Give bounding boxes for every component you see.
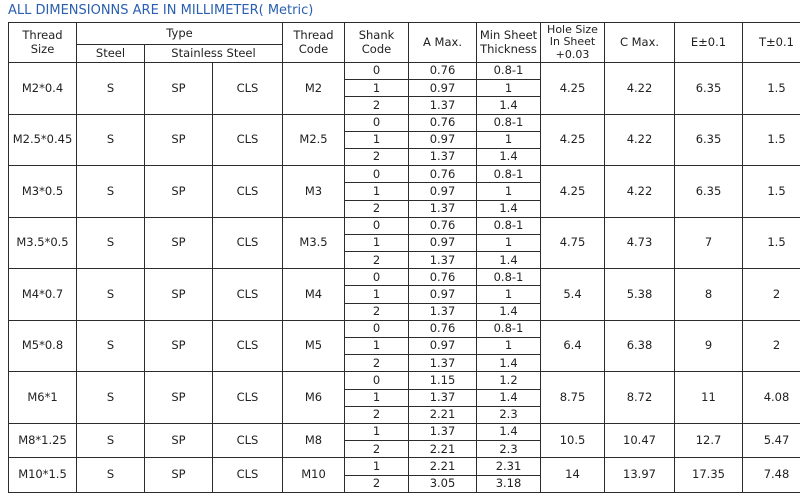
cell-a-max: 0.76 bbox=[409, 114, 477, 131]
cell-min-sheet: 3.18 bbox=[477, 475, 541, 492]
cell-shank-code: 2 bbox=[345, 355, 409, 372]
cell-shank-code: 2 bbox=[345, 148, 409, 165]
cell-a-max: 0.97 bbox=[409, 131, 477, 148]
cell-thread-code: M10 bbox=[283, 458, 345, 492]
table-header bbox=[9, 23, 800, 63]
cell-shank-code: 1 bbox=[345, 286, 409, 303]
cell-a-max: 0.76 bbox=[409, 217, 477, 234]
cell-shank-code: 1 bbox=[345, 131, 409, 148]
table-row bbox=[9, 269, 800, 286]
cell-e: 9 bbox=[675, 320, 743, 372]
cell-t: 4.08 bbox=[743, 372, 800, 424]
cell-e: 11 bbox=[675, 372, 743, 424]
cell-e: 7 bbox=[675, 217, 743, 269]
cell-a-max: 0.76 bbox=[409, 166, 477, 183]
cell-t: 1.5 bbox=[743, 114, 800, 166]
header-thread-size: Thread Size bbox=[9, 23, 77, 63]
table-row bbox=[9, 217, 800, 234]
cell-shank-code: 2 bbox=[345, 406, 409, 423]
cell-min-sheet: 1.4 bbox=[477, 423, 541, 440]
cell-a-max: 0.97 bbox=[409, 338, 477, 355]
cell-a-max: 0.97 bbox=[409, 80, 477, 97]
cell-shank-code: 1 bbox=[345, 458, 409, 475]
cell-c-max: 4.22 bbox=[605, 63, 675, 115]
cell-t: 1.5 bbox=[743, 166, 800, 218]
cell-shank-code: 1 bbox=[345, 183, 409, 200]
cell-min-sheet: 1 bbox=[477, 80, 541, 97]
table-row bbox=[9, 320, 800, 337]
cell-stainless-sp: SP bbox=[145, 166, 213, 218]
cell-thread-size: M10*1.5 bbox=[9, 458, 77, 492]
cell-stainless-cls: CLS bbox=[213, 63, 283, 115]
header-e: E±0.1 bbox=[675, 23, 743, 63]
cell-stainless-sp: SP bbox=[145, 320, 213, 372]
cell-e: 12.7 bbox=[675, 423, 743, 457]
cell-thread-size: M3.5*0.5 bbox=[9, 217, 77, 269]
cell-steel: S bbox=[77, 63, 145, 115]
cell-thread-code: M2 bbox=[283, 63, 345, 115]
cell-e: 6.35 bbox=[675, 166, 743, 218]
header-shank-code: Shank Code bbox=[345, 23, 409, 63]
cell-stainless-cls: CLS bbox=[213, 458, 283, 492]
cell-min-sheet: 1 bbox=[477, 234, 541, 251]
cell-steel: S bbox=[77, 217, 145, 269]
cell-a-max: 1.37 bbox=[409, 389, 477, 406]
cell-t: 1.5 bbox=[743, 217, 800, 269]
cell-a-max: 0.97 bbox=[409, 183, 477, 200]
cell-min-sheet: 1.2 bbox=[477, 372, 541, 389]
cell-min-sheet: 1.4 bbox=[477, 389, 541, 406]
cell-min-sheet: 1.4 bbox=[477, 303, 541, 320]
cell-min-sheet: 2.3 bbox=[477, 441, 541, 458]
cell-hole-size: 14 bbox=[541, 458, 605, 492]
header-c-max: C Max. bbox=[605, 23, 675, 63]
cell-thread-code: M5 bbox=[283, 320, 345, 372]
cell-min-sheet: 1 bbox=[477, 286, 541, 303]
cell-a-max: 1.37 bbox=[409, 423, 477, 440]
cell-t: 5.47 bbox=[743, 423, 800, 457]
cell-hole-size: 10.5 bbox=[541, 423, 605, 457]
header-thread-code: Thread Code bbox=[283, 23, 345, 63]
cell-c-max: 8.72 bbox=[605, 372, 675, 424]
cell-shank-code: 2 bbox=[345, 475, 409, 492]
cell-thread-code: M8 bbox=[283, 423, 345, 457]
cell-thread-size: M5*0.8 bbox=[9, 320, 77, 372]
cell-thread-size: M2*0.4 bbox=[9, 63, 77, 115]
cell-t: 2 bbox=[743, 269, 800, 321]
cell-e: 17.35 bbox=[675, 458, 743, 492]
cell-c-max: 6.38 bbox=[605, 320, 675, 372]
cell-stainless-cls: CLS bbox=[213, 372, 283, 424]
cell-stainless-sp: SP bbox=[145, 458, 213, 492]
cell-c-max: 4.22 bbox=[605, 114, 675, 166]
cell-a-max: 0.97 bbox=[409, 286, 477, 303]
cell-stainless-sp: SP bbox=[145, 372, 213, 424]
cell-shank-code: 2 bbox=[345, 441, 409, 458]
table-row bbox=[9, 423, 800, 440]
cell-a-max: 1.37 bbox=[409, 303, 477, 320]
cell-min-sheet: 0.8-1 bbox=[477, 320, 541, 337]
page-caption: ALL DIMENSIONNS ARE IN MILLIMETER( Metric) bbox=[8, 3, 314, 18]
cell-stainless-cls: CLS bbox=[213, 166, 283, 218]
header-hole-size: Hole Size In Sheet +0.03 bbox=[541, 23, 605, 63]
cell-shank-code: 0 bbox=[345, 63, 409, 80]
header-a-max: A Max. bbox=[409, 23, 477, 63]
cell-shank-code: 1 bbox=[345, 389, 409, 406]
table-row bbox=[9, 63, 800, 80]
cell-min-sheet: 0.8-1 bbox=[477, 114, 541, 131]
dimensions-table bbox=[8, 22, 800, 493]
cell-thread-size: M4*0.7 bbox=[9, 269, 77, 321]
cell-min-sheet: 2.3 bbox=[477, 406, 541, 423]
header-steel: Steel bbox=[77, 45, 145, 63]
cell-min-sheet: 2.31 bbox=[477, 458, 541, 475]
cell-stainless-cls: CLS bbox=[213, 423, 283, 457]
cell-min-sheet: 1 bbox=[477, 183, 541, 200]
header-t: T±0.1 bbox=[743, 23, 800, 63]
cell-min-sheet: 1.4 bbox=[477, 97, 541, 114]
cell-stainless-cls: CLS bbox=[213, 114, 283, 166]
table-row bbox=[9, 372, 800, 389]
cell-shank-code: 0 bbox=[345, 217, 409, 234]
cell-hole-size: 4.25 bbox=[541, 63, 605, 115]
cell-thread-code: M4 bbox=[283, 269, 345, 321]
cell-c-max: 13.97 bbox=[605, 458, 675, 492]
cell-shank-code: 0 bbox=[345, 372, 409, 389]
cell-min-sheet: 1 bbox=[477, 131, 541, 148]
cell-shank-code: 2 bbox=[345, 97, 409, 114]
cell-a-max: 1.15 bbox=[409, 372, 477, 389]
cell-thread-code: M3.5 bbox=[283, 217, 345, 269]
cell-a-max: 1.37 bbox=[409, 252, 477, 269]
cell-min-sheet: 1.4 bbox=[477, 252, 541, 269]
cell-a-max: 0.97 bbox=[409, 234, 477, 251]
cell-thread-code: M3 bbox=[283, 166, 345, 218]
cell-steel: S bbox=[77, 372, 145, 424]
cell-min-sheet: 1.4 bbox=[477, 355, 541, 372]
cell-a-max: 1.37 bbox=[409, 355, 477, 372]
cell-e: 6.35 bbox=[675, 114, 743, 166]
cell-c-max: 4.73 bbox=[605, 217, 675, 269]
cell-shank-code: 1 bbox=[345, 80, 409, 97]
cell-thread-size: M6*1 bbox=[9, 372, 77, 424]
cell-a-max: 2.21 bbox=[409, 458, 477, 475]
header-stainless-steel: Stainless Steel bbox=[145, 45, 283, 63]
cell-min-sheet: 1 bbox=[477, 338, 541, 355]
cell-stainless-cls: CLS bbox=[213, 269, 283, 321]
header-min-sheet-thickness: Min Sheet Thickness bbox=[477, 23, 541, 63]
cell-thread-size: M3*0.5 bbox=[9, 166, 77, 218]
cell-stainless-sp: SP bbox=[145, 269, 213, 321]
cell-a-max: 1.37 bbox=[409, 148, 477, 165]
cell-thread-size: M8*1.25 bbox=[9, 423, 77, 457]
cell-steel: S bbox=[77, 114, 145, 166]
cell-e: 6.35 bbox=[675, 63, 743, 115]
cell-stainless-sp: SP bbox=[145, 114, 213, 166]
cell-shank-code: 1 bbox=[345, 338, 409, 355]
cell-e: 8 bbox=[675, 269, 743, 321]
cell-hole-size: 6.4 bbox=[541, 320, 605, 372]
cell-a-max: 2.21 bbox=[409, 441, 477, 458]
cell-a-max: 0.76 bbox=[409, 269, 477, 286]
cell-a-max: 0.76 bbox=[409, 320, 477, 337]
cell-t: 1.5 bbox=[743, 63, 800, 115]
cell-c-max: 10.47 bbox=[605, 423, 675, 457]
cell-a-max: 2.21 bbox=[409, 406, 477, 423]
cell-steel: S bbox=[77, 320, 145, 372]
cell-a-max: 3.05 bbox=[409, 475, 477, 492]
cell-shank-code: 2 bbox=[345, 200, 409, 217]
cell-min-sheet: 1.4 bbox=[477, 148, 541, 165]
table-row bbox=[9, 458, 800, 475]
cell-steel: S bbox=[77, 269, 145, 321]
cell-shank-code: 0 bbox=[345, 166, 409, 183]
cell-min-sheet: 0.8-1 bbox=[477, 269, 541, 286]
cell-shank-code: 0 bbox=[345, 269, 409, 286]
table-body bbox=[9, 63, 800, 493]
cell-thread-code: M2.5 bbox=[283, 114, 345, 166]
cell-min-sheet: 0.8-1 bbox=[477, 63, 541, 80]
cell-shank-code: 1 bbox=[345, 234, 409, 251]
cell-c-max: 4.22 bbox=[605, 166, 675, 218]
cell-stainless-sp: SP bbox=[145, 63, 213, 115]
cell-hole-size: 4.25 bbox=[541, 166, 605, 218]
cell-stainless-cls: CLS bbox=[213, 320, 283, 372]
table-row bbox=[9, 114, 800, 131]
cell-a-max: 1.37 bbox=[409, 97, 477, 114]
cell-a-max: 1.37 bbox=[409, 200, 477, 217]
cell-steel: S bbox=[77, 166, 145, 218]
cell-thread-code: M6 bbox=[283, 372, 345, 424]
cell-steel: S bbox=[77, 423, 145, 457]
cell-t: 7.48 bbox=[743, 458, 800, 492]
cell-hole-size: 4.75 bbox=[541, 217, 605, 269]
cell-c-max: 5.38 bbox=[605, 269, 675, 321]
cell-thread-size: M2.5*0.45 bbox=[9, 114, 77, 166]
cell-stainless-sp: SP bbox=[145, 423, 213, 457]
cell-min-sheet: 0.8-1 bbox=[477, 166, 541, 183]
cell-shank-code: 2 bbox=[345, 252, 409, 269]
cell-t: 2 bbox=[743, 320, 800, 372]
cell-hole-size: 5.4 bbox=[541, 269, 605, 321]
cell-shank-code: 0 bbox=[345, 114, 409, 131]
cell-stainless-cls: CLS bbox=[213, 217, 283, 269]
cell-stainless-sp: SP bbox=[145, 217, 213, 269]
header-type: Type bbox=[77, 23, 283, 45]
cell-shank-code: 0 bbox=[345, 320, 409, 337]
cell-hole-size: 8.75 bbox=[541, 372, 605, 424]
cell-min-sheet: 0.8-1 bbox=[477, 217, 541, 234]
cell-shank-code: 1 bbox=[345, 423, 409, 440]
cell-shank-code: 2 bbox=[345, 303, 409, 320]
cell-min-sheet: 1.4 bbox=[477, 200, 541, 217]
cell-steel: S bbox=[77, 458, 145, 492]
table-row bbox=[9, 166, 800, 183]
cell-a-max: 0.76 bbox=[409, 63, 477, 80]
cell-hole-size: 4.25 bbox=[541, 114, 605, 166]
